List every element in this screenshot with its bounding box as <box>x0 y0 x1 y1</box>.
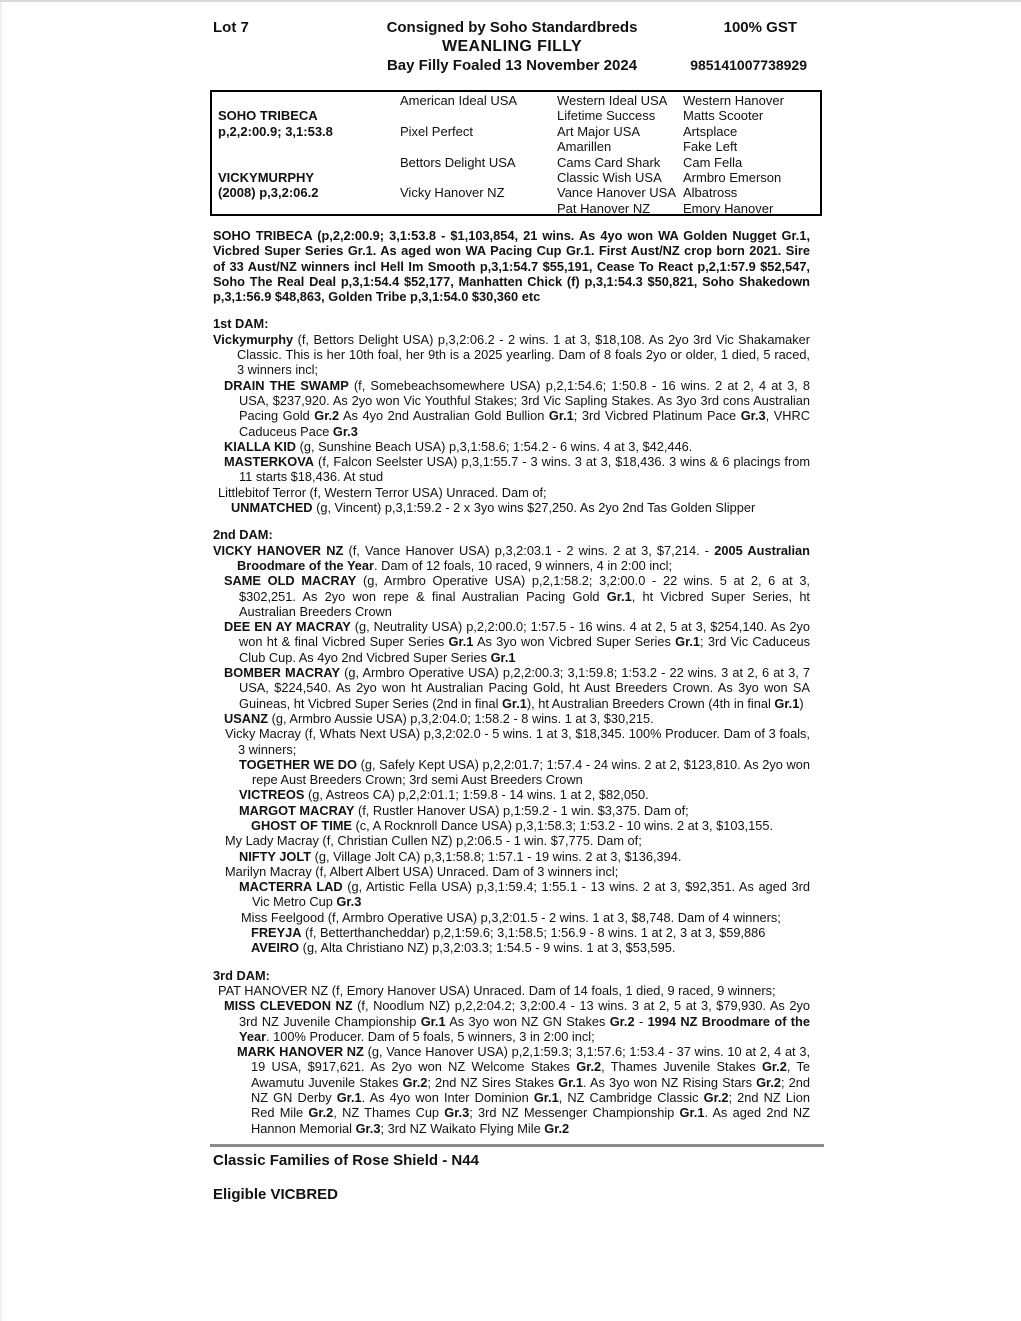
pedigree-entry: Vickymurphy (f, Bettors Delight USA) p,3,2:06.2 - 2 wins. 1 at 3, $18,108. As 2yo 3rd Vic Shakamaker Classic. This is her 10th foal, her 9th is a 2025 yearling. Dam of 8 foals 2yo or older, 1 died, 5 raced, 3 winners incl; <box>213 331 810 378</box>
pedigree-table <box>210 90 822 216</box>
pedigree-entry: USANZ (g, Armbro Aussie USA) p,3,2:04.0; 1:58.2 - 8 wins. 1 at 3, $30,215. <box>224 710 654 726</box>
pedigree-cell: Vicky Hanover NZ <box>400 185 505 201</box>
lot-number: Lot 7 <box>213 19 249 36</box>
pedigree-entry: PAT HANOVER NZ (f, Emory Hanover USA) Unraced. Dam of 14 foals, 1 died, 9 raced, 9 winners; <box>218 982 776 998</box>
pedigree-entry: SAME OLD MACRAY (g, Armbro Operative USA) p,2,1:58.2; 3,2:00.0 - 22 wins. 5 at 2, 6 at 3, $302,251. As 2yo won repe & final Australian Pacing Gold Gr.1, ht Vicbred Super Series, ht Australian Breeders Crown <box>224 573 810 619</box>
pedigree-col-great-great-grandparents <box>683 93 821 216</box>
pedigree-entry: Miss Feelgood (f, Armbro Operative USA) p,3,2:01.5 - 2 wins. 1 at 3, $8,748. Dam of 4 winners; <box>241 909 781 925</box>
gst-note: 100% GST <box>723 19 797 36</box>
pedigree-entry: Littlebitof Terror (f, Western Terror USA) Unraced. Dam of; <box>218 484 547 500</box>
pedigree-col-great-grandparents <box>557 93 684 216</box>
main-text <box>213 228 810 1136</box>
pedigree-cell: Emory Hanover <box>683 200 774 216</box>
pedigree-cell: Albatross <box>683 185 738 201</box>
pedigree-cell: Fake Left <box>683 139 738 155</box>
pedigree-cell: Armbro Emerson <box>683 169 782 185</box>
pedigree-entry: VICKY HANOVER NZ (f, Vance Hanover USA) p,3,2:03.1 - 2 wins. 2 at 3, $7,214. - 2005 Australian Broodmare of the Year. Dam of 12 foals, 10 raced, 9 winners, 4 in 2:00 incl; <box>213 542 810 573</box>
footer-divider <box>210 1144 824 1147</box>
pedigree-entry: Marilyn Macray (f, Albert Albert USA) Unraced. Dam of 3 winners incl; <box>225 863 619 879</box>
pedigree-entry: MARK HANOVER NZ (g, Vance Hanover USA) p,2,1:59.3; 3,1:57.6; 1:53.4 - 37 wins. 10 at 2, 4 at 3, 19 USA, $917,621. As 2yo won NZ Welcome Stakes Gr.2, Thames Juvenile Stakes Gr.2, Te Awamutu Juvenile Stakes Gr.2; 2nd NZ Sires Stakes Gr.1. As 3yo won NZ Rising Stars Gr.2; 2nd NZ GN Derby Gr.1. As 4yo won Inter Dominion Gr.1, NZ Cambridge Classic Gr.2; 2nd NZ Lion Red Mile Gr.2, NZ Thames Cup Gr.3; 3rd NZ Messenger Championship Gr.1. As aged 2nd NZ Hannon Memorial Gr.3; 3rd NZ Waikato Flying Mile Gr.2 <box>237 1044 811 1136</box>
sale-type: WEANLING FILLY <box>441 38 583 55</box>
header <box>213 19 811 74</box>
pedigree-cell: Western Hanover <box>683 93 784 108</box>
pedigree-entry: VICTREOS (g, Astreos CA) p,2,2:01.1; 1:59.8 - 14 wins. 1 at 2, $82,050. <box>239 787 649 803</box>
pedigree-cell: Vance Hanover USA <box>557 185 676 201</box>
sire-name: SOHO TRIBECA <box>218 108 318 123</box>
pedigree-entry: TOGETHER WE DO (g, Safely Kept USA) p,2,2:01.7; 1:57.4 - 24 wins. 2 at 2, $123,810. As 2yo won repe Aust Breeders Crown; 3rd semi Aust Breeders Crown <box>239 756 810 788</box>
pedigree-cell: Pat Hanover NZ <box>557 200 651 216</box>
header-line-3 <box>213 57 811 74</box>
pedigree-entry: BOMBER MACRAY (g, Armbro Operative USA) p,2,2:00.3; 3,1:59.8; 1:53.2 - 22 wins. 3 at 2, 6 at 3, 7 USA, $224,540. As 2yo won ht Australian Pacing Gold, ht Aust Breeders Crown. As 3yo won SA Guineas, ht Vicbred Super Series (2nd in final Gr.1), ht Australian Breeders Crown (4th in final Gr.1) <box>224 665 811 711</box>
dam-name: VICKYMURPHY <box>218 170 315 185</box>
dam-sections <box>213 316 810 1135</box>
dam-heading-1: 1st DAM: <box>213 316 269 332</box>
pedigree-entry: MACTERRA LAD (g, Artistic Fella USA) p,3,1:59.4; 1:55.1 - 13 wins. 2 at 3, $92,351. As aged 3rd Vic Metro Cup Gr.3 <box>239 879 810 910</box>
pedigree-cell: Bettors Delight USA <box>400 154 516 170</box>
pedigree-entry: FREYJA (f, Betterthancheddar) p,2,1:59.6; 3,1:58.5; 1:56.9 - 8 wins. 1 at 2, 3 at 3, $59,886 <box>251 925 766 941</box>
pedigree-entry: AVEIRO (g, Alta Christiano NZ) p,3,2:03.3; 1:54.5 - 9 wins. 1 at 3, $53,595. <box>251 940 676 956</box>
microchip-number: 985141007738929 <box>690 57 807 73</box>
pedigree-entry: MARGOT MACRAY (f, Rustler Hanover USA) p,1:59.2 - 1 win. $3,375. Dam of; <box>239 802 689 818</box>
pedigree-entry: MASTERKOVA (f, Falcon Seelster USA) p,3,1:55.7 - 3 wins. 3 at 3, $18,436. 3 wins & 6 placings from 11 starts $18,436. At stud <box>224 454 810 485</box>
eligibility-line: Eligible VICBRED <box>213 1186 339 1203</box>
pedigree-cell: Matts Scooter <box>683 108 764 124</box>
dam-heading-2: 2nd DAM: <box>213 527 273 543</box>
pedigree-entry: DEE EN AY MACRAY (g, Neutrality USA) p,2,2:00.0; 1:57.5 - 16 wins. 4 at 2, 5 at 3, $254,140. As 2yo won ht & final Vicbred Super Series Gr.1 As 3yo won Vicbred Super Series Gr.1; 3rd Vic Caduceus Club Cup. As 4yo 2nd Vicbred Super Series Gr.1 <box>224 619 810 665</box>
pedigree-cell: Cam Fella <box>683 154 743 170</box>
pedigree-cell: Art Major USA <box>557 123 641 139</box>
pedigree-cell: Western Ideal USA <box>557 93 668 108</box>
sire-summary: SOHO TRIBECA (p,2,2:00.9; 3,1:53.8 - $1,103,854, 21 wins. As 4yo won WA Golden Nugget Gr.1, Vicbred Super Series Gr.1. As aged won WA Pacing Cup Gr.1. First Aust/NZ crop born 2021. Sire of 33 Aust/NZ winners incl Hell Im Smooth p,3,1:54.7 $55,191, Cease To React p,2,1:57.9 $52,547, Soho The Real Deal p,3,1:54.4 $52,177, Manhatten Chick (f) p,3,1:54.3 $50,821, Soho Shakedown p,3,1:56.9 $48,863, Golden Tribe p,3,1:54.0 $30,360 etc <box>213 228 810 305</box>
pedigree-cell: Pixel Perfect <box>400 123 473 139</box>
dam-record: (2008) p,3,2:06.2 <box>218 185 319 200</box>
pedigree-cell: American Ideal USA <box>400 93 518 108</box>
sire-record: p,2,2:00.9; 3,1:53.8 <box>218 124 333 139</box>
header-line-1 <box>213 19 811 36</box>
pedigree-entry: GHOST OF TIME (c, A Rocknroll Dance USA) p,3,1:58.3; 1:53.2 - 10 wins. 2 at 3, $103,155. <box>251 817 774 833</box>
pedigree-cell: Artsplace <box>683 123 738 139</box>
pedigree-entry: KIALLA KID (g, Sunshine Beach USA) p,3,1:58.6; 1:54.2 - 6 wins. 4 at 3, $42,446. <box>224 438 693 454</box>
pedigree-cell: Lifetime Success <box>557 108 656 124</box>
pedigree-entry: NIFTY JOLT (g, Village Jolt CA) p,3,1:58.8; 1:57.1 - 19 wins. 2 at 3, $136,394. <box>239 848 682 864</box>
dam-heading-3: 3rd DAM: <box>213 967 270 983</box>
pedigree-entry: DRAIN THE SWAMP (f, Somebeachsomewhere USA) p,2,1:54.6; 1:50.8 - 16 wins. 2 at 2, 4 at 3, 8 USA, $237,920. As 2yo won Vic Youthful Stakes; 3rd Vic Sapling Stakes. As 3yo 3rd cons Australian Pacing Gold Gr.2 As 4yo 2nd Australian Gold Bullion Gr.1; 3rd Vicbred Platinum Pace Gr.3, VHRC Caduceus Pace Gr.3 <box>224 377 811 439</box>
foaled-line: Bay Filly Foaled 13 November 2024 <box>386 57 638 74</box>
pedigree-cell: Classic Wish USA <box>557 169 662 185</box>
pedigree-cell: Cams Card Shark <box>557 154 661 170</box>
pedigree-cell: Amarillen <box>557 139 612 155</box>
pedigree-entry: UNMATCHED (g, Vincent) p,3,1:59.2 - 2 x 3yo wins $27,250. As 2yo 2nd Tas Golden Slipper <box>231 500 756 516</box>
pedigree-entry: My Lady Macray (f, Christian Cullen NZ) p,2:06.5 - 1 win. $7,775. Dam of; <box>225 833 642 849</box>
pedigree-entry: Vicky Macray (f, Whats Next USA) p,3,2:02.0 - 5 wins. 1 at 3, $18,345. 100% Producer. Dam of 3 foals, 3 winners; <box>225 726 810 757</box>
consignor: Consigned by Soho Standardbreds <box>386 19 638 36</box>
classic-family-line: Classic Families of Rose Shield - N44 <box>213 1152 479 1169</box>
pedigree-entry: MISS CLEVEDON NZ (f, Noodlum NZ) p,2,2:04.2; 3,2:00.4 - 13 wins. 3 at 2, 5 at 3, $79,930. As 2yo 3rd NZ Juvenile Championship Gr.1 As 3yo won NZ GN Stakes Gr.2 - 1994 NZ Broodmare of the Year. 100% Producer. Dam of 5 foals, 5 winners, 3 in 2:00 incl; <box>224 998 811 1044</box>
